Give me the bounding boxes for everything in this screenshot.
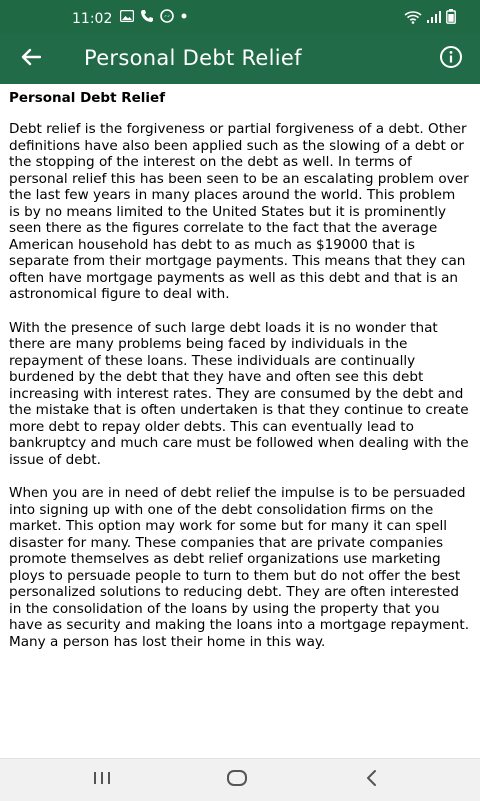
wifi-icon xyxy=(404,9,422,28)
article-content[interactable] xyxy=(0,84,480,758)
app-bar xyxy=(0,34,480,84)
image-icon xyxy=(120,10,134,22)
article-heading: Personal Debt Relief xyxy=(9,90,166,106)
battery-icon xyxy=(446,9,456,28)
info-icon xyxy=(439,45,463,73)
arrow-left-icon xyxy=(21,48,41,70)
system-back-button[interactable] xyxy=(352,767,392,793)
page-title: Personal Debt Relief xyxy=(84,46,302,70)
home-icon xyxy=(226,769,248,791)
status-notification-icons xyxy=(120,9,188,23)
status-bar xyxy=(0,0,480,34)
article-paragraph: With the presence of such large debt loads it is no wonder that there are many problems being faced by individuals in the repayment of these loans. These individuals are continually burdened by the debt that they have and often see this debt increasing with interest rates. They are consumed by the debt and the mistake that is often undertaken is that they continue to create more debt to repay older debts. This can eventually lead to bankruptcy and much care must be followed when dealing with the issue of debt. xyxy=(9,319,469,468)
messenger-icon xyxy=(160,9,174,23)
article-paragraph: When you are in need of debt relief the impulse is to be persuaded into signing up with one of the debt consolidation firms on the market. This option may work for some but for many it can spell disaster for many. These companies that are private companies promote themselves as debt relief organizations use marketing ploys to persuade people to turn to them but do not offer the best personalized solutions to reducing debt. They are often interested in the consolidation of the loans by using the property that you have as security and making the loans into a mortgage repayment. Many a person has lost their home in this way. xyxy=(9,485,470,650)
system-nav-bar xyxy=(0,758,480,801)
home-button[interactable] xyxy=(217,767,257,793)
article-paragraph: Debt relief is the forgiveness or partial forgiveness of a debt. Other definitions have also been applied such as the slowing of a debt or the stopping of the interest on the debt as well. In terms of personal relief this has been seen to be an escalating problem over the last few years in many places around the world. This problem is by no means limited to the United States but it is prominently seen there as the figures correlate to the fact that the average American household has debt to as much as $19000 that is separate from their mortgage payments. This means that they can often have mortgage payments as well as this debt and that is an astronomical figure to deal with. xyxy=(9,121,469,302)
back-button[interactable] xyxy=(14,43,48,75)
back-nav-icon xyxy=(364,769,380,791)
call-icon xyxy=(140,9,154,23)
dot-icon xyxy=(180,12,188,20)
info-button[interactable] xyxy=(436,44,466,74)
signal-icon xyxy=(426,9,442,28)
status-time: 11:02 xyxy=(72,11,113,27)
recent-apps-button[interactable] xyxy=(82,767,122,793)
status-system-icons xyxy=(404,9,456,28)
recent-apps-icon xyxy=(92,770,112,790)
